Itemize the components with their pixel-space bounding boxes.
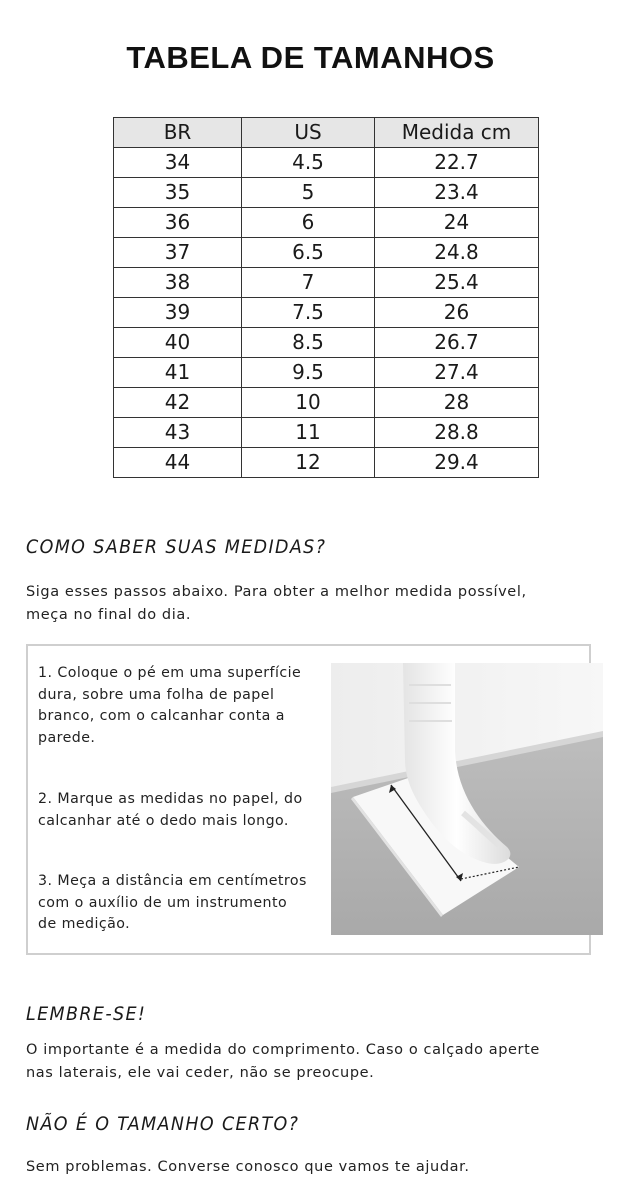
cell-us: 11 xyxy=(242,418,375,448)
cell-br: 34 xyxy=(114,148,242,178)
cell-us: 7 xyxy=(242,268,375,298)
table-row xyxy=(114,148,539,178)
step-2-line: 2. Marque as medidas no papel, do xyxy=(38,791,303,807)
cell-cm: 26.7 xyxy=(375,328,539,358)
cell-us: 6.5 xyxy=(242,238,375,268)
cell-br: 36 xyxy=(114,208,242,238)
cell-us: 10 xyxy=(242,388,375,418)
step-2-line: calcanhar até o dedo mais longo. xyxy=(38,812,289,829)
page-title: TABELA DE TAMANHOS xyxy=(126,40,495,75)
header-medida-cm: Medida cm xyxy=(375,118,539,148)
cell-br: 37 xyxy=(114,238,242,268)
table-row xyxy=(114,448,539,478)
table-row xyxy=(114,298,539,328)
step-1-line: 1. Coloque o pé em uma superfície xyxy=(38,665,302,681)
table-row xyxy=(114,418,539,448)
remember-text xyxy=(26,1039,596,1085)
cell-cm: 22.7 xyxy=(375,148,539,178)
cell-cm: 26 xyxy=(375,298,539,328)
cell-us: 5 xyxy=(242,178,375,208)
measure-heading: COMO SABER SUAS MEDIDAS? xyxy=(26,536,327,558)
cell-cm: 28.8 xyxy=(375,418,539,448)
header-br: BR xyxy=(114,118,242,148)
table-header-row xyxy=(114,118,539,148)
cell-br: 35 xyxy=(114,178,242,208)
table-row xyxy=(114,358,539,388)
size-table xyxy=(113,117,539,478)
table-row xyxy=(114,208,539,238)
step-3-line: 3. Meça a distância em centímetros xyxy=(38,873,307,889)
wrong-size-heading: NÃO É O TAMANHO CERTO? xyxy=(26,1113,300,1135)
cell-us: 8.5 xyxy=(242,328,375,358)
remember-line-1: O importante é a medida do comprimento. Caso o calçado aperte xyxy=(26,1042,540,1058)
step-3-line: com o auxílio de um instrumento xyxy=(38,894,288,911)
cell-cm: 25.4 xyxy=(375,268,539,298)
cell-us: 12 xyxy=(242,448,375,478)
step-1 xyxy=(38,663,333,749)
foot-measure-illustration xyxy=(331,663,603,935)
step-1-line: dura, sobre uma folha de papel xyxy=(38,686,275,703)
table-row xyxy=(114,238,539,268)
cell-cm: 24.8 xyxy=(375,238,539,268)
cell-us: 6 xyxy=(242,208,375,238)
cell-cm: 24 xyxy=(375,208,539,238)
cell-cm: 28 xyxy=(375,388,539,418)
cell-br: 38 xyxy=(114,268,242,298)
remember-heading: LEMBRE-SE! xyxy=(26,1003,147,1025)
cell-br: 44 xyxy=(114,448,242,478)
cell-br: 40 xyxy=(114,328,242,358)
table-row xyxy=(114,178,539,208)
measure-intro-line-2: meça no final do dia. xyxy=(26,607,192,623)
cell-br: 43 xyxy=(114,418,242,448)
header-us: US xyxy=(242,118,375,148)
cell-us: 9.5 xyxy=(242,358,375,388)
step-1-line: branco, com o calcanhar conta a xyxy=(38,708,285,724)
wrong-size-text: Sem problemas. Converse conosco que vamos te ajudar. xyxy=(26,1159,470,1175)
step-1-line: parede. xyxy=(38,729,96,746)
cell-br: 39 xyxy=(114,298,242,328)
table-row xyxy=(114,388,539,418)
table-row xyxy=(114,328,539,358)
cell-cm: 27.4 xyxy=(375,358,539,388)
step-3-line: de medição. xyxy=(38,916,131,932)
cell-br: 42 xyxy=(114,388,242,418)
steps-box xyxy=(26,644,591,955)
cell-us: 7.5 xyxy=(242,298,375,328)
cell-cm: 23.4 xyxy=(375,178,539,208)
measure-intro xyxy=(26,581,596,627)
cell-cm: 29.4 xyxy=(375,448,539,478)
measure-intro-line-1: Siga esses passos abaixo. Para obter a melhor medida possível, xyxy=(26,584,527,600)
remember-line-2: nas laterais, ele vai ceder, não se preocupe. xyxy=(26,1065,375,1081)
cell-us: 4.5 xyxy=(242,148,375,178)
step-2 xyxy=(38,789,333,832)
table-row xyxy=(114,268,539,298)
step-3 xyxy=(38,871,333,936)
cell-br: 41 xyxy=(114,358,242,388)
